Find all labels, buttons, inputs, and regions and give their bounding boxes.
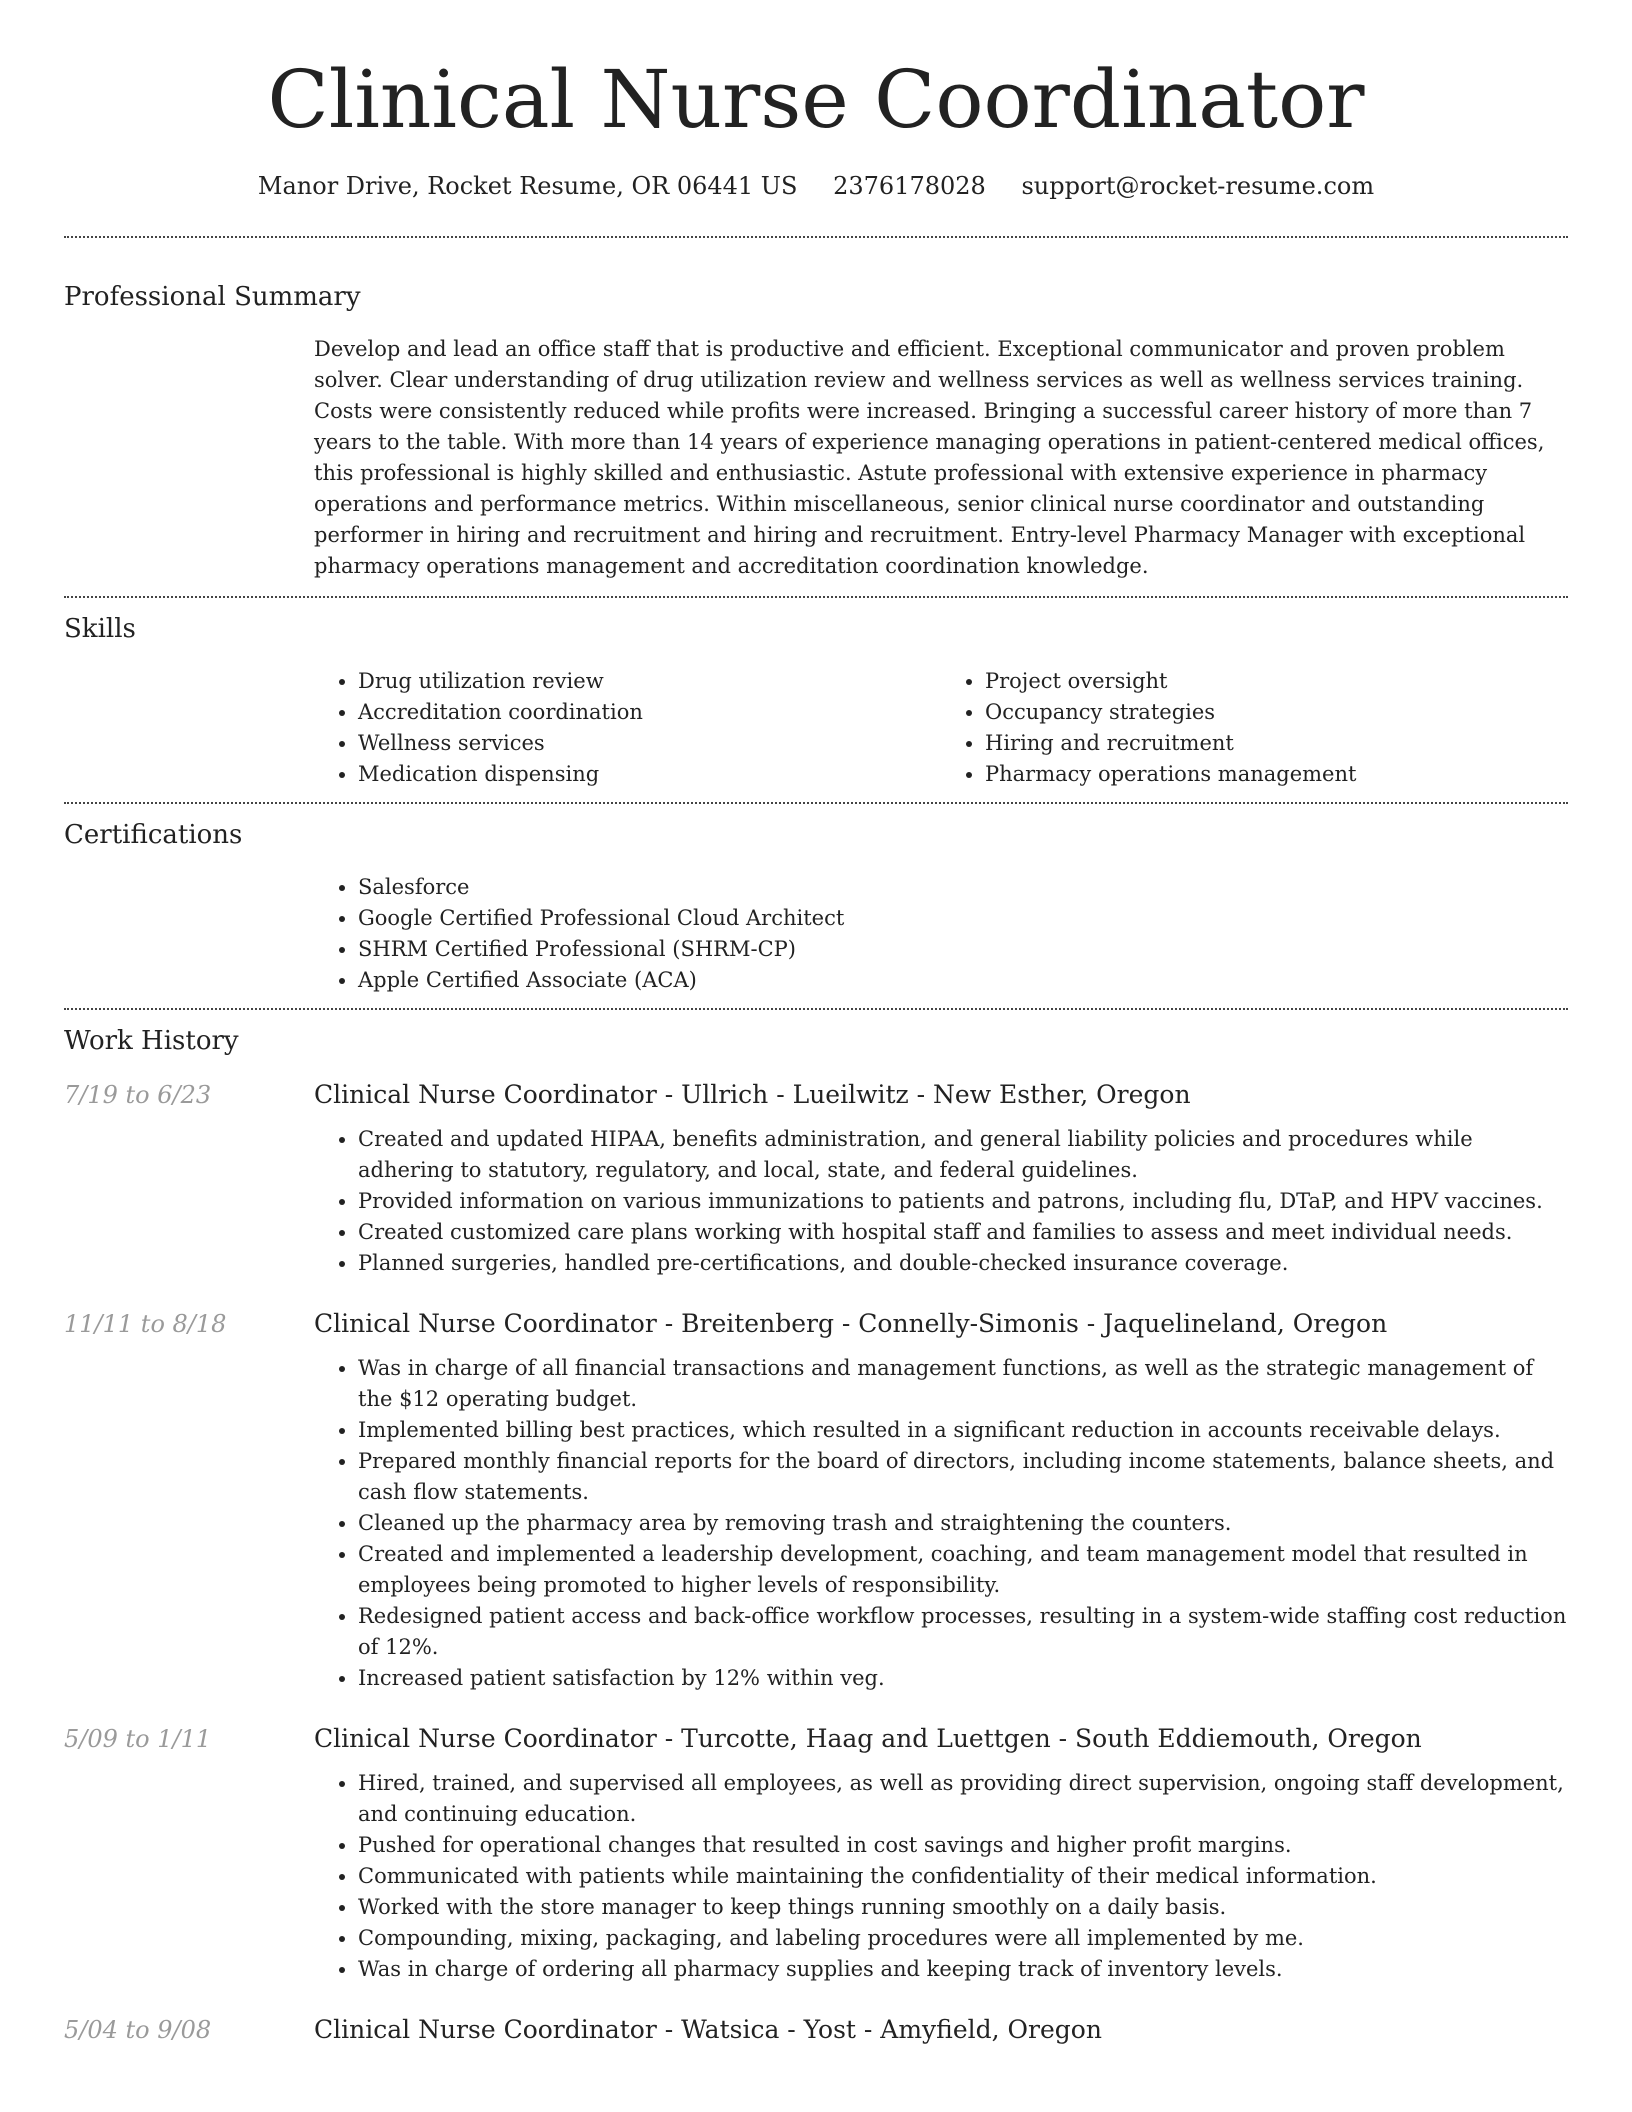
job-details: [314, 2013, 1568, 2047]
candidate-name: Clinical Nurse Coordinator: [267, 53, 1365, 146]
job-bullet: • Compounding, mixing, packaging, and labeling procedures were all implemented by me.: [358, 1923, 1568, 1954]
job-bullet: • Planned surgeries, handled pre-certifications, and double-checked insurance coverage.: [358, 1248, 1568, 1279]
skill-item: • Accreditation coordination: [358, 697, 941, 728]
job-bullets: [314, 1124, 1568, 1279]
skills-list-right: [941, 666, 1568, 790]
job-details: [314, 1078, 1568, 1279]
job-bullet: • Worked with the store manager to keep things running smoothly on a daily basis.: [358, 1892, 1568, 1923]
job-dates: 5/04 to 9/08: [64, 2016, 212, 2044]
job-bullet: • Implemented billing best practices, which resulted in a significant reduction in accounts receivable delays.: [358, 1415, 1568, 1446]
skill-item: • Hiring and recruitment: [985, 728, 1568, 759]
job-bullet: • Created and implemented a leadership development, coaching, and team management model that resulted in employees being promoted to higher levels of responsibility.: [358, 1539, 1568, 1601]
contact-line: [64, 170, 1568, 202]
summary-heading: Professional Summary: [64, 282, 361, 312]
work-history-heading: Work History: [64, 1026, 239, 1056]
skills-section: [64, 598, 1568, 802]
job-details: [314, 1722, 1568, 1985]
skill-item: • Medication dispensing: [358, 759, 941, 790]
contact-address: Manor Drive, Rocket Resume, OR 06441 US: [257, 172, 798, 200]
job-details: [314, 1307, 1568, 1694]
job-bullet: • Was in charge of all financial transactions and management functions, as well as the strategic management of the $12 operating budget.: [358, 1353, 1568, 1415]
job-title: Clinical Nurse Coordinator - Watsica - Yost - Amyfield, Oregon: [314, 2015, 1102, 2044]
job-bullet: • Was in charge of ordering all pharmacy supplies and keeping track of inventory levels.: [358, 1954, 1568, 1985]
job-bullets: [314, 1353, 1568, 1694]
job-bullet: • Cleaned up the pharmacy area by removing trash and straightening the counters.: [358, 1508, 1568, 1539]
certifications-heading: Certifications: [64, 820, 243, 850]
job-bullet: • Communicated with patients while maintaining the confidentiality of their medical information.: [358, 1861, 1568, 1892]
job-dates: 5/09 to 1/11: [64, 1725, 212, 1753]
skill-item: • Drug utilization review: [358, 666, 941, 697]
skill-item: • Pharmacy operations management: [985, 759, 1568, 790]
job-title: Clinical Nurse Coordinator - Turcotte, Haag and Luettgen - South Eddiemouth, Oregon: [314, 1724, 1422, 1753]
certification-item: • Google Certified Professional Cloud Architect: [358, 903, 1568, 934]
certifications-list: [314, 872, 1568, 1008]
certification-item: • Salesforce: [358, 872, 1568, 903]
summary-text: Develop and lead an office staff that is productive and efficient. Exceptional communicator and proven problem solver. Clear understanding of drug utilization review and wellness services as well as wellness services training. Costs were consistently reduced while profits were increased. Bringing a successful career history of more than 7 years to the table. With more than 14 years of experience managing operations in patient-centered medical offices, this professional is highly skilled and enthusiastic. Astute professional with extensive experience in pharmacy operations and performance metrics. Within miscellaneous, senior clinical nurse coordinator and outstanding performer in hiring and recruitment and hiring and recruitment. Entry-level Pharmacy Manager with exceptional pharmacy operations management and accreditation coordination knowledge.: [314, 337, 1545, 578]
job-entry: [64, 1722, 1568, 1985]
job-bullet: • Increased patient satisfaction by 12% within veg.: [358, 1663, 1568, 1694]
job-title: Clinical Nurse Coordinator - Breitenberg - Connelly-Simonis - Jaquelineland, Oregon: [314, 1309, 1388, 1338]
certifications-section: [64, 804, 1568, 1008]
job-bullet: • Hired, trained, and supervised all employees, as well as providing direct supervision, ongoing staff development, and continuing education.: [358, 1768, 1568, 1830]
job-entry: [64, 2013, 1568, 2047]
job-title: Clinical Nurse Coordinator - Ullrich - Lueilwitz - New Esther, Oregon: [314, 1080, 1191, 1109]
job-entry: [64, 1307, 1568, 1694]
job-dates: 7/19 to 6/23: [64, 1081, 212, 1109]
job-bullet: • Provided information on various immunizations to patients and patrons, including flu, DTaP, and HPV vaccines.: [358, 1186, 1568, 1217]
certification-item: • SHRM Certified Professional (SHRM-CP): [358, 934, 1568, 965]
summary-section: [64, 238, 1568, 596]
skills-heading: Skills: [64, 614, 136, 644]
contact-phone: 2376178028: [833, 172, 986, 200]
job-bullet: • Created customized care plans working with hospital staff and families to assess and meet individual needs.: [358, 1217, 1568, 1248]
job-list: [64, 1078, 1568, 2047]
job-entry: [64, 1078, 1568, 1279]
job-bullet: • Pushed for operational changes that resulted in cost savings and higher profit margins.: [358, 1830, 1568, 1861]
job-bullet: • Redesigned patient access and back-office workflow processes, resulting in a system-wide staffing cost reduction of 12%.: [358, 1601, 1568, 1663]
contact-email[interactable]: support@rocket-resume.com: [1021, 172, 1375, 200]
skill-item: • Project oversight: [985, 666, 1568, 697]
job-bullet: • Prepared monthly financial reports for the board of directors, including income statements, balance sheets, and cash flow statements.: [358, 1446, 1568, 1508]
skill-item: • Occupancy strategies: [985, 697, 1568, 728]
skills-list-left: [314, 666, 941, 790]
job-bullet: • Created and updated HIPAA, benefits administration, and general liability policies and procedures while adhering to statutory, regulatory, and local, state, and federal guidelines.: [358, 1124, 1568, 1186]
skill-item: • Wellness services: [358, 728, 941, 759]
job-dates: 11/11 to 8/18: [64, 1310, 227, 1338]
job-bullets: [314, 1768, 1568, 1985]
skills-columns: [314, 666, 1568, 802]
certification-item: • Apple Certified Associate (ACA): [358, 965, 1568, 996]
work-history-section: [64, 1010, 1568, 2047]
